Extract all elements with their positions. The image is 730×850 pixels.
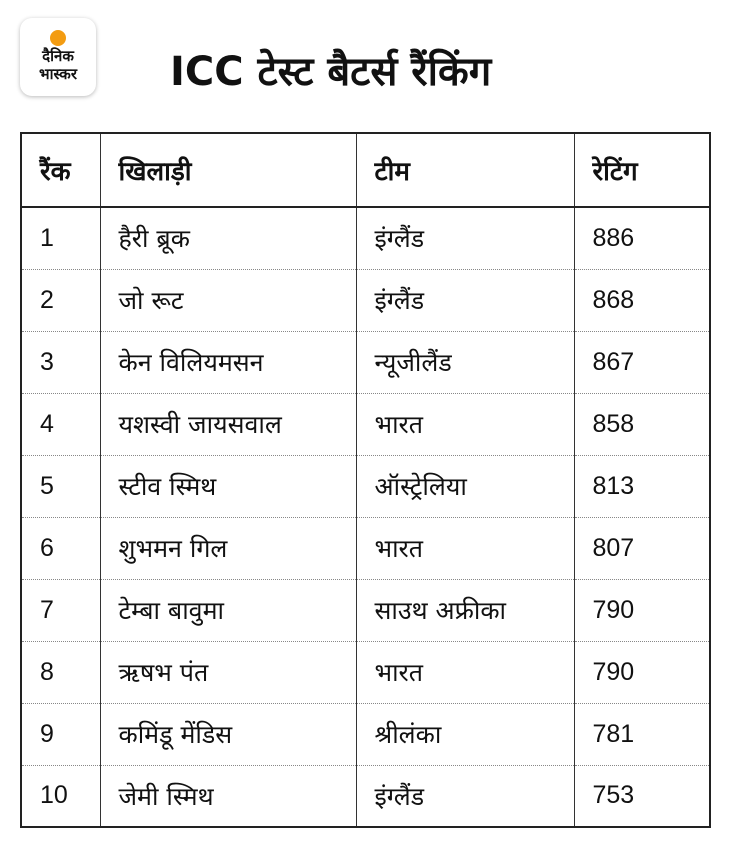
- rank-cell: 3: [21, 331, 100, 393]
- player-cell: केन विलियमसन: [100, 331, 356, 393]
- logo-text-line1: दैनिक: [42, 47, 74, 65]
- table-row: [21, 269, 710, 331]
- player-cell: स्टीव स्मिथ: [100, 455, 356, 517]
- team-cell: भारत: [356, 641, 574, 703]
- team-cell: इंग्लैंड: [356, 765, 574, 827]
- player-cell: जो रूट: [100, 269, 356, 331]
- team-cell: साउथ अफ्रीका: [356, 579, 574, 641]
- rank-cell: 2: [21, 269, 100, 331]
- rank-cell: 1: [40, 223, 54, 252]
- rank-cell: 8: [21, 641, 100, 703]
- rating-cell: 813: [574, 455, 710, 517]
- rating-cell: 781: [574, 703, 710, 765]
- table-row: [21, 703, 710, 765]
- rating-cell: 868: [574, 269, 710, 331]
- rank-cell: 5: [21, 455, 100, 517]
- player-cell: हैरी ब्रूक: [100, 207, 356, 269]
- logo-text-line2: भास्कर: [39, 65, 77, 83]
- rating-cell: 867: [574, 331, 710, 393]
- team-cell: भारत: [356, 517, 574, 579]
- player-cell: यशस्वी जायसवाल: [100, 393, 356, 455]
- player-cell: टेम्बा बावुमा: [100, 579, 356, 641]
- rank-cell: 9: [21, 703, 100, 765]
- table-row: [21, 331, 710, 393]
- rating-cell: 886: [574, 207, 710, 269]
- team-cell: भारत: [356, 393, 574, 455]
- rank-cell: 4: [21, 393, 100, 455]
- player-cell: जेमी स्मिथ: [100, 765, 356, 827]
- player-cell: कमिंडू मेंडिस: [100, 703, 356, 765]
- player-cell: शुभमन गिल: [100, 517, 356, 579]
- team-cell: इंग्लैंड: [356, 269, 574, 331]
- rank-cell: 6: [21, 517, 100, 579]
- table-row: [21, 765, 710, 827]
- rank-cell: 7: [21, 579, 100, 641]
- table-row: [21, 517, 710, 579]
- table-row: [21, 207, 710, 269]
- rating-cell: 807: [574, 517, 710, 579]
- rank-cell: 10: [21, 765, 100, 827]
- header-team: टीम: [356, 133, 574, 207]
- team-cell: ऑस्ट्रेलिया: [356, 455, 574, 517]
- table-header-row: [21, 133, 710, 207]
- brand-logo: [20, 18, 96, 96]
- team-cell: न्यूजीलैंड: [356, 331, 574, 393]
- table-row: [21, 641, 710, 703]
- table-row: [21, 393, 710, 455]
- rating-cell: 753: [574, 765, 710, 827]
- table-row: [21, 579, 710, 641]
- rating-cell: 858: [574, 393, 710, 455]
- rating-cell: 790: [574, 641, 710, 703]
- sun-dot-icon: [50, 30, 66, 46]
- rankings-table: [20, 132, 711, 828]
- header-rating: रेटिंग: [574, 133, 710, 207]
- table-row: [21, 455, 710, 517]
- rating-cell: 790: [574, 579, 710, 641]
- player-cell: ऋषभ पंत: [100, 641, 356, 703]
- team-cell: श्रीलंका: [356, 703, 574, 765]
- header-player: खिलाड़ी: [100, 133, 356, 207]
- team-cell: इंग्लैंड: [356, 207, 574, 269]
- header-rank: रैंक: [21, 133, 100, 207]
- page-title: ICC टेस्ट बैटर्स रैंकिंग: [170, 49, 492, 95]
